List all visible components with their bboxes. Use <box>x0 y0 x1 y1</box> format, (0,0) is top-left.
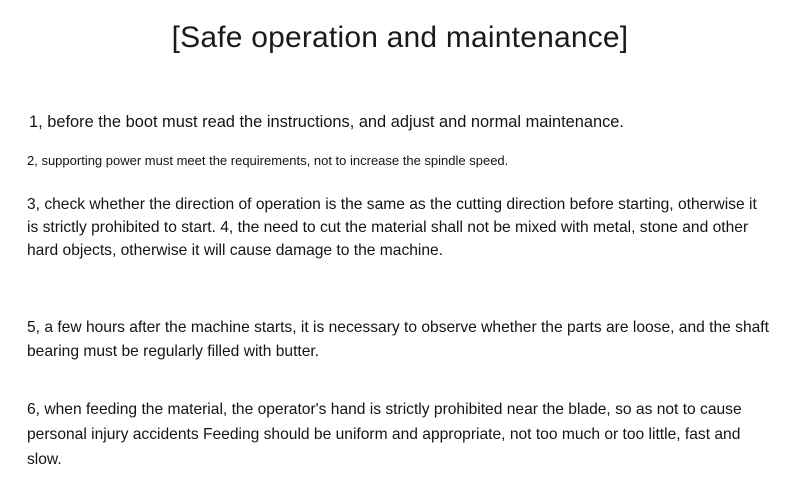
instruction-item-5: 5, a few hours after the machine starts, it is necessary to observe whether the parts are loose, and the shaft bearing must be regularly filled with butter. <box>27 319 769 360</box>
instruction-item-3-4: 3, check whether the direction of operation is the same as the cutting direction before starting, otherwise it is strictly prohibited to start. 4, the need to cut the material shall not be mixed with metal, stone and other hard objects, otherwise it will cause damage to the machine. <box>27 196 757 259</box>
instruction-item-2: 2, supporting power must meet the requirements, not to increase the spindle speed. <box>27 153 509 168</box>
instruction-item-6: 6, when feeding the material, the operator's hand is strictly prohibited near the blade, so as not to cause personal injury accidents Feeding should be uniform and appropriate, not too much or too little, fast and slow. <box>27 401 742 468</box>
instruction-item-1: 1, before the boot must read the instructions, and adjust and normal maintenance. <box>29 113 624 131</box>
document-title: [Safe operation and maintenance] <box>171 21 629 54</box>
